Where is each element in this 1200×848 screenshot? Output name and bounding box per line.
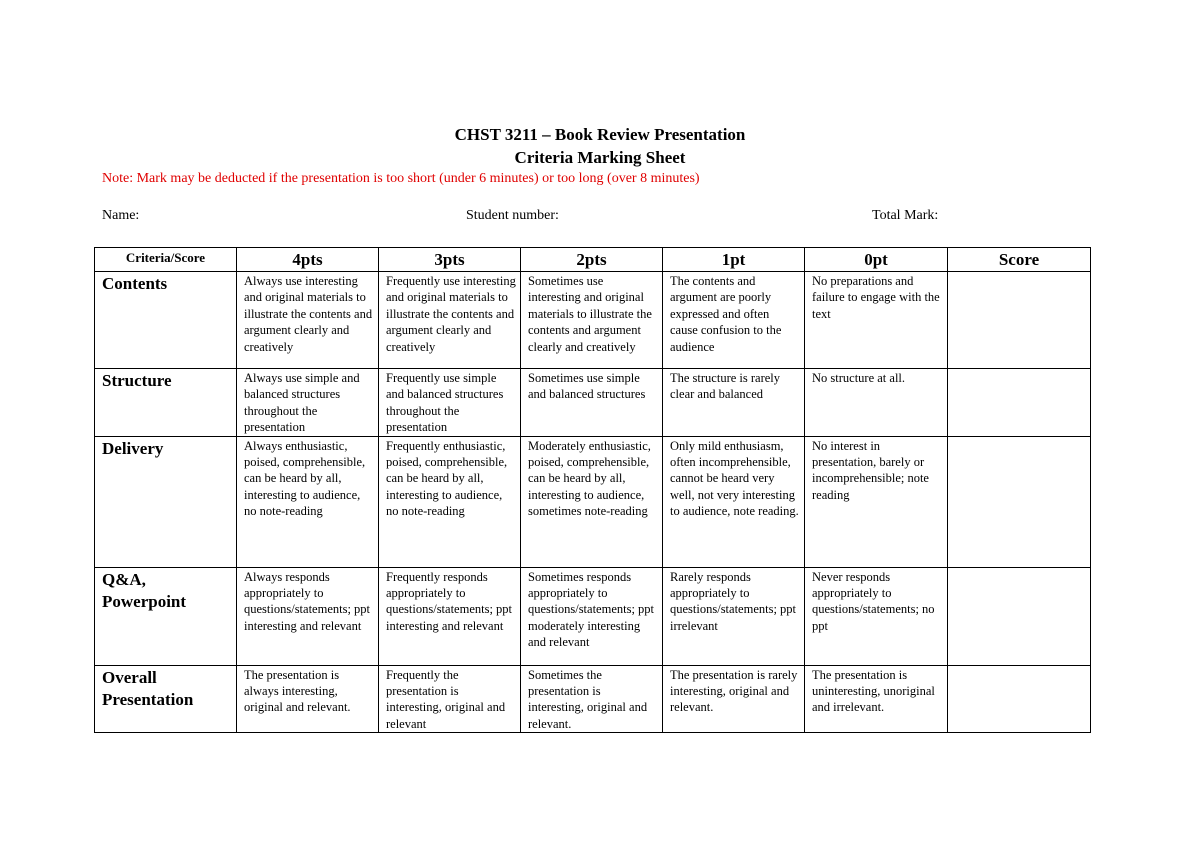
rubric-cell: The presentation is always interesting, original and relevant. [237, 665, 379, 733]
criterion-label: Overall Presentation [95, 665, 237, 733]
rubric-cell: Frequently use interesting and original materials to illustrate the contents and argument clearly and creatively [379, 272, 521, 369]
rubric-cell: No preparations and failure to engage with the text [805, 272, 948, 369]
rubric-cell: Only mild enthusiasm, often incomprehensible, cannot be heard very well, not very interesting to audience, note reading. [663, 436, 805, 567]
rubric-cell: No structure at all. [805, 369, 948, 437]
rubric-cell: Frequently the presentation is interesting, original and relevant [379, 665, 521, 733]
score-cell[interactable] [948, 567, 1091, 665]
column-header-criteria: Criteria/Score [95, 248, 237, 272]
rubric-cell: The presentation is rarely interesting, original and relevant. [663, 665, 805, 733]
column-header-1pt: 1pt [663, 248, 805, 272]
total-mark-label: Total Mark: [872, 208, 939, 223]
score-cell[interactable] [948, 272, 1091, 369]
rubric-cell: Rarely responds appropriately to questions/statements; ppt irrelevant [663, 567, 805, 665]
criterion-label: Structure [95, 369, 237, 437]
column-header-score: Score [948, 248, 1091, 272]
criterion-label: Delivery [95, 436, 237, 567]
document-title: CHST 3211 – Book Review Presentation [454, 125, 746, 144]
rubric-cell: The contents and argument are poorly expressed and often cause confusion to the audience [663, 272, 805, 369]
table-row [95, 665, 1091, 733]
rubric-cell: Frequently responds appropriately to questions/statements; ppt interesting and relevant [379, 567, 521, 665]
column-header-4pts: 4pts [237, 248, 379, 272]
document-subtitle: Criteria Marking Sheet [514, 148, 686, 167]
table-row [95, 567, 1091, 665]
table-row [95, 272, 1091, 369]
column-header-3pts: 3pts [379, 248, 521, 272]
criterion-label: Contents [95, 272, 237, 369]
table-row [95, 369, 1091, 437]
rubric-cell: Sometimes use interesting and original materials to illustrate the contents and argument clearly and creatively [521, 272, 663, 369]
score-cell[interactable] [948, 436, 1091, 567]
rubric-cell: Always use simple and balanced structures throughout the presentation [237, 369, 379, 437]
deduction-note: Note: Mark may be deducted if the presentation is too short (under 6 minutes) or too long (over 8 minutes) [102, 171, 700, 186]
column-header-2pts: 2pts [521, 248, 663, 272]
rubric-cell: The structure is rarely clear and balanced [663, 369, 805, 437]
rubric-cell: Frequently use simple and balanced structures throughout the presentation [379, 369, 521, 437]
rubric-cell: Moderately enthusiastic, poised, comprehensible, can be heard by all, interesting to audience, sometimes note-reading [521, 436, 663, 567]
name-label: Name: [102, 208, 140, 223]
rubric-cell: Always enthusiastic, poised, comprehensible, can be heard by all, interesting to audience, no note-reading [237, 436, 379, 567]
column-header-0pt: 0pt [805, 248, 948, 272]
rubric-cell: Sometimes the presentation is interesting, original and relevant. [521, 665, 663, 733]
rubric-cell: Never responds appropriately to questions/statements; no ppt [805, 567, 948, 665]
rubric-cell: Sometimes responds appropriately to questions/statements; ppt moderately interesting and relevant [521, 567, 663, 665]
rubric-cell: Sometimes use simple and balanced structures [521, 369, 663, 437]
rubric-cell: No interest in presentation, barely or incomprehensible; note reading [805, 436, 948, 567]
table-row [95, 436, 1091, 567]
rubric-cell: Always use interesting and original materials to illustrate the contents and argument clearly and creatively [237, 272, 379, 369]
criterion-label: Q&A, Powerpoint [95, 567, 237, 665]
student-number-label: Student number: [466, 208, 559, 223]
rubric-cell: The presentation is uninteresting, unoriginal and irrelevant. [805, 665, 948, 733]
rubric-cell: Always responds appropriately to questions/statements; ppt interesting and relevant [237, 567, 379, 665]
rubric-table [94, 247, 1091, 733]
rubric-cell: Frequently enthusiastic, poised, comprehensible, can be heard by all, interesting to audience, no note-reading [379, 436, 521, 567]
header-row [95, 248, 1091, 272]
score-cell[interactable] [948, 665, 1091, 733]
score-cell[interactable] [948, 369, 1091, 437]
